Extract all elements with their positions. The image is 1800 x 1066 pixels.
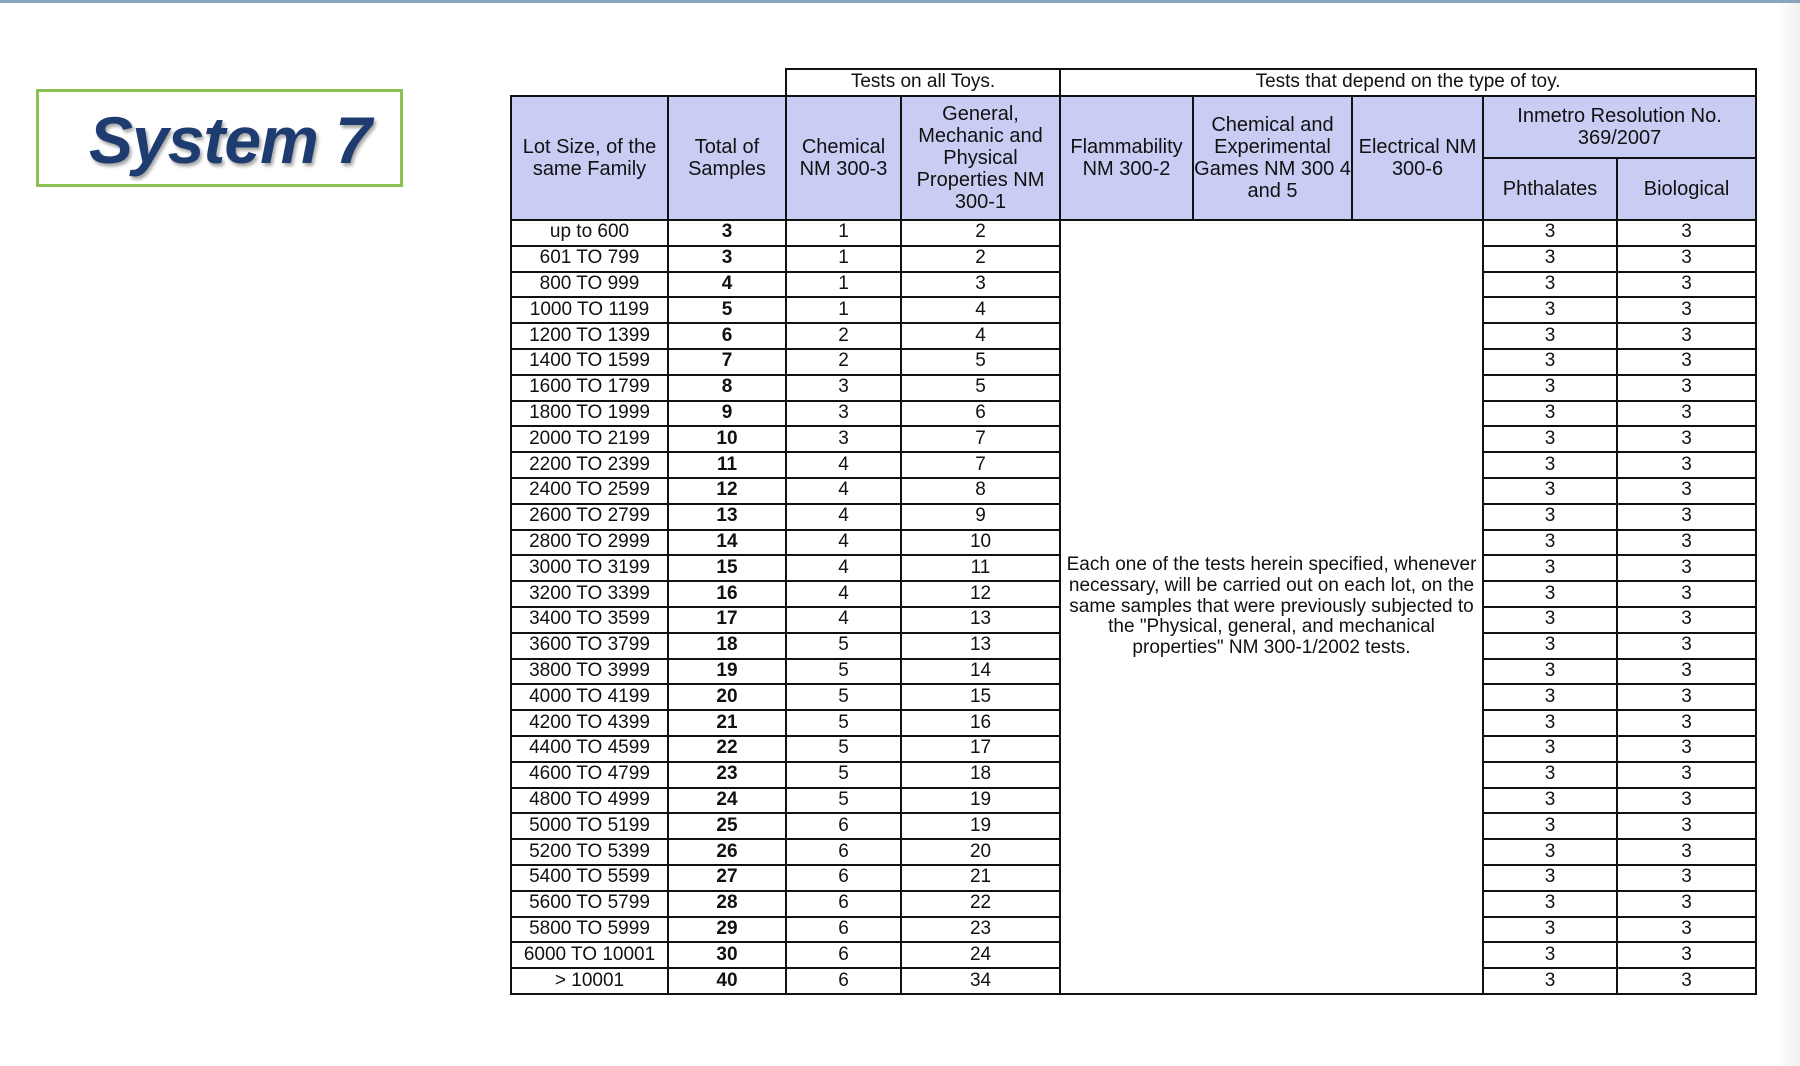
cell-general: 20 xyxy=(901,839,1060,865)
cell-chemical: 2 xyxy=(786,323,901,349)
cell-general: 2 xyxy=(901,220,1060,246)
cell-phthalates: 3 xyxy=(1483,375,1617,401)
cell-general: 13 xyxy=(901,633,1060,659)
cell-phthalates: 3 xyxy=(1483,839,1617,865)
cell-lot-size: 2600 TO 2799 xyxy=(511,504,668,530)
cell-phthalates: 3 xyxy=(1483,762,1617,788)
cell-phthalates: 3 xyxy=(1483,504,1617,530)
cell-general: 13 xyxy=(901,607,1060,633)
type-dependent-tests-note: Each one of the tests herein specified, whenever necessary, will be carried out on each lot, on the same samples that were previously subjected to the "Physical, general, and mechanical properties" NM 300-1/2002 tests. xyxy=(1060,220,1483,994)
cell-chemical: 5 xyxy=(786,633,901,659)
slide-title: System 7 xyxy=(89,103,371,177)
col-header-flammability: Flammability NM 300-2 xyxy=(1060,96,1193,220)
col-header-electrical: Electrical NM 300-6 xyxy=(1352,96,1483,220)
cell-chemical: 5 xyxy=(786,788,901,814)
cell-total-samples: 28 xyxy=(668,891,786,917)
cell-general: 5 xyxy=(901,375,1060,401)
cell-lot-size: 3000 TO 3199 xyxy=(511,555,668,581)
cell-general: 9 xyxy=(901,504,1060,530)
cell-lot-size: 1000 TO 1199 xyxy=(511,297,668,323)
cell-biological: 3 xyxy=(1617,684,1756,710)
cell-biological: 3 xyxy=(1617,710,1756,736)
cell-general: 10 xyxy=(901,530,1060,556)
cell-biological: 3 xyxy=(1617,839,1756,865)
cell-lot-size: 3600 TO 3799 xyxy=(511,633,668,659)
cell-lot-size: 2200 TO 2399 xyxy=(511,452,668,478)
cell-general: 17 xyxy=(901,736,1060,762)
cell-total-samples: 19 xyxy=(668,659,786,685)
cell-general: 8 xyxy=(901,478,1060,504)
cell-lot-size: 4600 TO 4799 xyxy=(511,762,668,788)
cell-phthalates: 3 xyxy=(1483,736,1617,762)
cell-total-samples: 11 xyxy=(668,452,786,478)
cell-chemical: 6 xyxy=(786,813,901,839)
cell-biological: 3 xyxy=(1617,581,1756,607)
cell-phthalates: 3 xyxy=(1483,942,1617,968)
cell-general: 19 xyxy=(901,813,1060,839)
cell-general: 7 xyxy=(901,426,1060,452)
cell-chemical: 3 xyxy=(786,401,901,427)
cell-lot-size: 800 TO 999 xyxy=(511,272,668,298)
cell-lot-size: 2800 TO 2999 xyxy=(511,530,668,556)
cell-total-samples: 29 xyxy=(668,917,786,943)
cell-chemical: 5 xyxy=(786,710,901,736)
cell-lot-size: 3800 TO 3999 xyxy=(511,659,668,685)
cell-biological: 3 xyxy=(1617,452,1756,478)
cell-chemical: 4 xyxy=(786,555,901,581)
cell-biological: 3 xyxy=(1617,633,1756,659)
right-edge-shade xyxy=(1776,3,1800,1066)
cell-biological: 3 xyxy=(1617,246,1756,272)
cell-biological: 3 xyxy=(1617,736,1756,762)
cell-general: 6 xyxy=(901,401,1060,427)
cell-phthalates: 3 xyxy=(1483,684,1617,710)
cell-chemical: 6 xyxy=(786,942,901,968)
cell-lot-size: 5000 TO 5199 xyxy=(511,813,668,839)
cell-general: 16 xyxy=(901,710,1060,736)
cell-total-samples: 8 xyxy=(668,375,786,401)
cell-total-samples: 25 xyxy=(668,813,786,839)
col-header-lot-size: Lot Size, of the same Family xyxy=(511,96,668,220)
cell-chemical: 6 xyxy=(786,917,901,943)
cell-phthalates: 3 xyxy=(1483,323,1617,349)
cell-phthalates: 3 xyxy=(1483,272,1617,298)
cell-lot-size: 5200 TO 5399 xyxy=(511,839,668,865)
cell-total-samples: 23 xyxy=(668,762,786,788)
cell-phthalates: 3 xyxy=(1483,478,1617,504)
cell-lot-size: 4400 TO 4599 xyxy=(511,736,668,762)
cell-biological: 3 xyxy=(1617,349,1756,375)
cell-lot-size: 4800 TO 4999 xyxy=(511,788,668,814)
cell-lot-size: > 10001 xyxy=(511,968,668,994)
cell-biological: 3 xyxy=(1617,504,1756,530)
cell-chemical: 6 xyxy=(786,891,901,917)
cell-biological: 3 xyxy=(1617,762,1756,788)
cell-phthalates: 3 xyxy=(1483,297,1617,323)
cell-chemical: 4 xyxy=(786,530,901,556)
cell-general: 11 xyxy=(901,555,1060,581)
cell-phthalates: 3 xyxy=(1483,917,1617,943)
table-row xyxy=(511,220,1756,246)
cell-total-samples: 9 xyxy=(668,401,786,427)
cell-phthalates: 3 xyxy=(1483,813,1617,839)
cell-general: 2 xyxy=(901,246,1060,272)
cell-biological: 3 xyxy=(1617,607,1756,633)
group-header-spacer xyxy=(511,69,786,96)
cell-total-samples: 18 xyxy=(668,633,786,659)
cell-biological: 3 xyxy=(1617,220,1756,246)
cell-total-samples: 15 xyxy=(668,555,786,581)
cell-chemical: 5 xyxy=(786,736,901,762)
cell-lot-size: 5400 TO 5599 xyxy=(511,865,668,891)
cell-general: 15 xyxy=(901,684,1060,710)
cell-chemical: 2 xyxy=(786,349,901,375)
cell-phthalates: 3 xyxy=(1483,401,1617,427)
cell-total-samples: 22 xyxy=(668,736,786,762)
cell-total-samples: 27 xyxy=(668,865,786,891)
cell-biological: 3 xyxy=(1617,968,1756,994)
cell-chemical: 1 xyxy=(786,220,901,246)
col-header-chem-experimental: Chemical and Experimental Games NM 300 4 and 5 xyxy=(1193,96,1352,220)
cell-biological: 3 xyxy=(1617,659,1756,685)
cell-biological: 3 xyxy=(1617,478,1756,504)
sampling-table xyxy=(510,68,1757,995)
cell-phthalates: 3 xyxy=(1483,246,1617,272)
cell-total-samples: 10 xyxy=(668,426,786,452)
cell-phthalates: 3 xyxy=(1483,349,1617,375)
col-header-inmetro: Inmetro Resolution No. 369/2007 xyxy=(1483,96,1756,158)
cell-general: 19 xyxy=(901,788,1060,814)
cell-biological: 3 xyxy=(1617,788,1756,814)
cell-chemical: 4 xyxy=(786,504,901,530)
group-header-row xyxy=(511,69,1756,96)
cell-chemical: 1 xyxy=(786,297,901,323)
cell-chemical: 3 xyxy=(786,375,901,401)
cell-total-samples: 12 xyxy=(668,478,786,504)
cell-biological: 3 xyxy=(1617,865,1756,891)
cell-phthalates: 3 xyxy=(1483,220,1617,246)
cell-general: 21 xyxy=(901,865,1060,891)
cell-lot-size: 6000 TO 10001 xyxy=(511,942,668,968)
cell-biological: 3 xyxy=(1617,426,1756,452)
col-header-biological: Biological xyxy=(1617,158,1756,220)
cell-total-samples: 5 xyxy=(668,297,786,323)
cell-general: 5 xyxy=(901,349,1060,375)
cell-chemical: 1 xyxy=(786,272,901,298)
cell-phthalates: 3 xyxy=(1483,865,1617,891)
cell-biological: 3 xyxy=(1617,555,1756,581)
cell-biological: 3 xyxy=(1617,891,1756,917)
cell-biological: 3 xyxy=(1617,401,1756,427)
cell-chemical: 6 xyxy=(786,865,901,891)
cell-chemical: 5 xyxy=(786,659,901,685)
cell-chemical: 5 xyxy=(786,762,901,788)
cell-phthalates: 3 xyxy=(1483,555,1617,581)
cell-phthalates: 3 xyxy=(1483,530,1617,556)
cell-lot-size: 3200 TO 3399 xyxy=(511,581,668,607)
cell-total-samples: 20 xyxy=(668,684,786,710)
col-header-chemical: Chemical NM 300-3 xyxy=(786,96,901,220)
cell-lot-size: 3400 TO 3599 xyxy=(511,607,668,633)
slide-title-box xyxy=(36,89,403,187)
cell-total-samples: 3 xyxy=(668,220,786,246)
cell-total-samples: 21 xyxy=(668,710,786,736)
cell-chemical: 4 xyxy=(786,452,901,478)
cell-biological: 3 xyxy=(1617,813,1756,839)
cell-general: 12 xyxy=(901,581,1060,607)
cell-lot-size: 5600 TO 5799 xyxy=(511,891,668,917)
cell-total-samples: 14 xyxy=(668,530,786,556)
table-body xyxy=(511,220,1756,994)
cell-chemical: 3 xyxy=(786,426,901,452)
cell-chemical: 4 xyxy=(786,478,901,504)
column-header-row xyxy=(511,96,1756,158)
cell-general: 23 xyxy=(901,917,1060,943)
cell-general: 14 xyxy=(901,659,1060,685)
cell-general: 34 xyxy=(901,968,1060,994)
cell-general: 3 xyxy=(901,272,1060,298)
cell-chemical: 4 xyxy=(786,607,901,633)
cell-biological: 3 xyxy=(1617,375,1756,401)
cell-total-samples: 13 xyxy=(668,504,786,530)
col-header-general: General, Mechanic and Physical Properties NM 300-1 xyxy=(901,96,1060,220)
cell-lot-size: 2000 TO 2199 xyxy=(511,426,668,452)
cell-phthalates: 3 xyxy=(1483,607,1617,633)
cell-chemical: 6 xyxy=(786,839,901,865)
cell-lot-size: 601 TO 799 xyxy=(511,246,668,272)
cell-phthalates: 3 xyxy=(1483,452,1617,478)
cell-biological: 3 xyxy=(1617,530,1756,556)
cell-biological: 3 xyxy=(1617,917,1756,943)
cell-general: 7 xyxy=(901,452,1060,478)
cell-phthalates: 3 xyxy=(1483,788,1617,814)
cell-total-samples: 6 xyxy=(668,323,786,349)
cell-total-samples: 30 xyxy=(668,942,786,968)
cell-chemical: 5 xyxy=(786,684,901,710)
cell-total-samples: 26 xyxy=(668,839,786,865)
cell-phthalates: 3 xyxy=(1483,581,1617,607)
cell-phthalates: 3 xyxy=(1483,891,1617,917)
group-header-all-toys: Tests on all Toys. xyxy=(786,69,1060,96)
cell-lot-size: 1600 TO 1799 xyxy=(511,375,668,401)
cell-lot-size: 4000 TO 4199 xyxy=(511,684,668,710)
cell-general: 4 xyxy=(901,323,1060,349)
cell-lot-size: 4200 TO 4399 xyxy=(511,710,668,736)
cell-lot-size: 2400 TO 2599 xyxy=(511,478,668,504)
col-header-total-samples: Total of Samples xyxy=(668,96,786,220)
cell-general: 24 xyxy=(901,942,1060,968)
cell-lot-size: 5800 TO 5999 xyxy=(511,917,668,943)
cell-total-samples: 3 xyxy=(668,246,786,272)
cell-total-samples: 17 xyxy=(668,607,786,633)
cell-biological: 3 xyxy=(1617,297,1756,323)
cell-phthalates: 3 xyxy=(1483,426,1617,452)
cell-lot-size: 1200 TO 1399 xyxy=(511,323,668,349)
cell-chemical: 6 xyxy=(786,968,901,994)
cell-biological: 3 xyxy=(1617,323,1756,349)
cell-lot-size: 1800 TO 1999 xyxy=(511,401,668,427)
cell-general: 4 xyxy=(901,297,1060,323)
cell-lot-size: 1400 TO 1599 xyxy=(511,349,668,375)
cell-phthalates: 3 xyxy=(1483,659,1617,685)
cell-chemical: 4 xyxy=(786,581,901,607)
cell-total-samples: 16 xyxy=(668,581,786,607)
cell-biological: 3 xyxy=(1617,272,1756,298)
cell-chemical: 1 xyxy=(786,246,901,272)
cell-phthalates: 3 xyxy=(1483,710,1617,736)
cell-general: 18 xyxy=(901,762,1060,788)
cell-biological: 3 xyxy=(1617,942,1756,968)
top-rule xyxy=(0,0,1800,3)
cell-phthalates: 3 xyxy=(1483,633,1617,659)
col-header-phthalates: Phthalates xyxy=(1483,158,1617,220)
cell-lot-size: up to 600 xyxy=(511,220,668,246)
cell-total-samples: 4 xyxy=(668,272,786,298)
cell-phthalates: 3 xyxy=(1483,968,1617,994)
cell-total-samples: 7 xyxy=(668,349,786,375)
cell-total-samples: 40 xyxy=(668,968,786,994)
group-header-by-type: Tests that depend on the type of toy. xyxy=(1060,69,1756,96)
cell-total-samples: 24 xyxy=(668,788,786,814)
cell-general: 22 xyxy=(901,891,1060,917)
